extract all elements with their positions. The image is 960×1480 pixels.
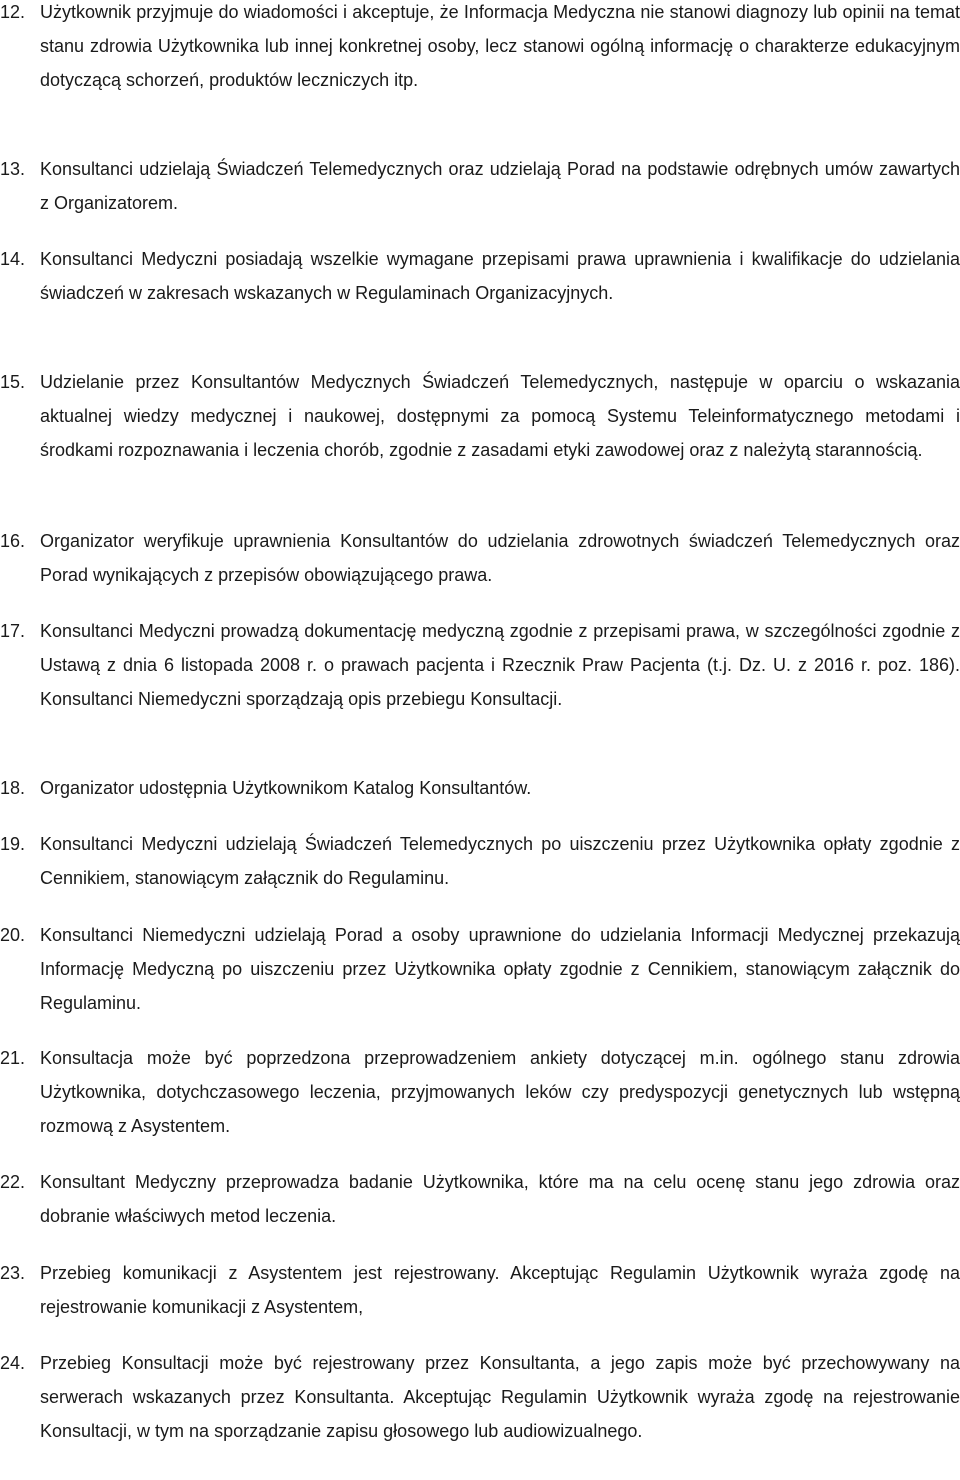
clause-number: 16.: [0, 531, 26, 551]
clause-19: [0, 827, 960, 895]
clause-number: 14.: [0, 249, 26, 269]
clause-number: 18.: [0, 778, 26, 798]
clause-21: [0, 1041, 960, 1144]
clause-text: Użytkownik przyjmuje do wiadomości i akceptuje, że Informacja Medyczna nie stanowi diagnozy lub opinii na temat stanu zdrowia Użytkownika lub innej konkretnej osoby, lecz stanowi ogólną informację o charakterze edukacyjnym dotyczącą schorzeń, produktów leczniczych itp.: [40, 2, 960, 91]
clause-text: Organizator udostępnia Użytkownikom Katalog Konsultantów.: [40, 778, 532, 798]
clause-text: Konsultant Medyczny przeprowadza badanie Użytkownika, które ma na celu ocenę stanu jego zdrowia oraz dobranie właściwych metod leczenia.: [40, 1172, 960, 1227]
clause-number: 21.: [0, 1048, 26, 1068]
clause-number: 15.: [0, 372, 26, 392]
clause-text: Konsultanci Medyczni udzielają Świadczeń Telemedycznych po uiszczeniu przez Użytkownika opłaty zgodnie z Cennikiem, stanowiącym załącznik do Regulaminu.: [40, 834, 960, 889]
clause-text: Konsultanci Medyczni prowadzą dokumentację medyczną zgodnie z przepisami prawa, w szczególności zgodnie z Ustawą z dnia 6 listopada 2008 r. o prawach pacjenta i Rzecznik Praw Pacjenta (t.j. Dz. U. z 2016 r. poz. 186). Konsultanci Niemedyczni sporządzają opis przebiegu Konsultacji.: [40, 621, 960, 710]
clause-24: [0, 1346, 960, 1449]
clause-text: Konsultanci Medyczni posiadają wszelkie wymagane przepisami prawa uprawnienia i kwalifikacje do udzielania świadczeń w zakresach wskazanych w Regulaminach Organizacyjnych.: [40, 249, 960, 304]
clause-23: [0, 1256, 960, 1324]
clause-12: [0, 0, 960, 98]
clause-number: 19.: [0, 834, 26, 854]
clause-15: [0, 365, 960, 468]
clause-text: Udzielanie przez Konsultantów Medycznych Świadczeń Telemedycznych, następuje w oparciu o wskazania aktualnej wiedzy medycznej i naukowej, dostępnymi za pomocą Systemu Teleinformatycznego metodami i środkami rozpoznawania i leczenia chorób, zgodnie z zasadami etyki zawodowej oraz z należytą starannością.: [40, 372, 960, 461]
clause-13: [0, 152, 960, 220]
clause-22: [0, 1165, 960, 1233]
clause-text: Konsultanci Niemedyczni udzielają Porad a osoby uprawnione do udzielania Informacji Medycznej przekazują Informację Medyczną po uiszczeniu przez Użytkownika opłaty zgodnie z Cennikiem, stanowiącym załącznik do Regulaminu.: [40, 925, 960, 1014]
clause-text: Konsultacja może być poprzedzona przeprowadzeniem ankiety dotyczącej m.in. ogólnego stanu zdrowia Użytkownika, dotychczasowego leczenia, przyjmowanych leków czy predyspozycji genetycznych lub wstępną rozmową z Asystentem.: [40, 1048, 960, 1137]
clause-14: [0, 242, 960, 310]
clause-text: Konsultanci udzielają Świadczeń Telemedycznych oraz udzielają Porad na podstawie odrębnych umów zawartych z Organizatorem.: [40, 159, 960, 214]
clause-20: [0, 918, 960, 1021]
clause-number: 13.: [0, 159, 26, 179]
clause-number: 17.: [0, 621, 26, 641]
clause-number: 22.: [0, 1172, 26, 1192]
clause-number: 20.: [0, 925, 26, 945]
clause-18: [0, 771, 960, 805]
clause-text: Organizator weryfikuje uprawnienia Konsultantów do udzielania zdrowotnych świadczeń Telemedycznych oraz Porad wynikających z przepisów obowiązującego prawa.: [40, 531, 960, 586]
clause-number: 23.: [0, 1263, 26, 1283]
clause-text: Przebieg komunikacji z Asystentem jest rejestrowany. Akceptując Regulamin Użytkownik wyraża zgodę na rejestrowanie komunikacji z Asystentem,: [40, 1263, 960, 1318]
clause-number: 24.: [0, 1353, 26, 1373]
clause-text: Przebieg Konsultacji może być rejestrowany przez Konsultanta, a jego zapis może być przechowywany na serwerach wskazanych przez Konsultanta. Akceptując Regulamin Użytkownik wyraża zgodę na rejestrowanie Konsultacji, w tym na sporządzanie zapisu głosowego lub audiowizualnego.: [40, 1353, 960, 1442]
clause-number: 12.: [0, 2, 26, 22]
clause-16: [0, 524, 960, 592]
clause-17: [0, 614, 960, 717]
